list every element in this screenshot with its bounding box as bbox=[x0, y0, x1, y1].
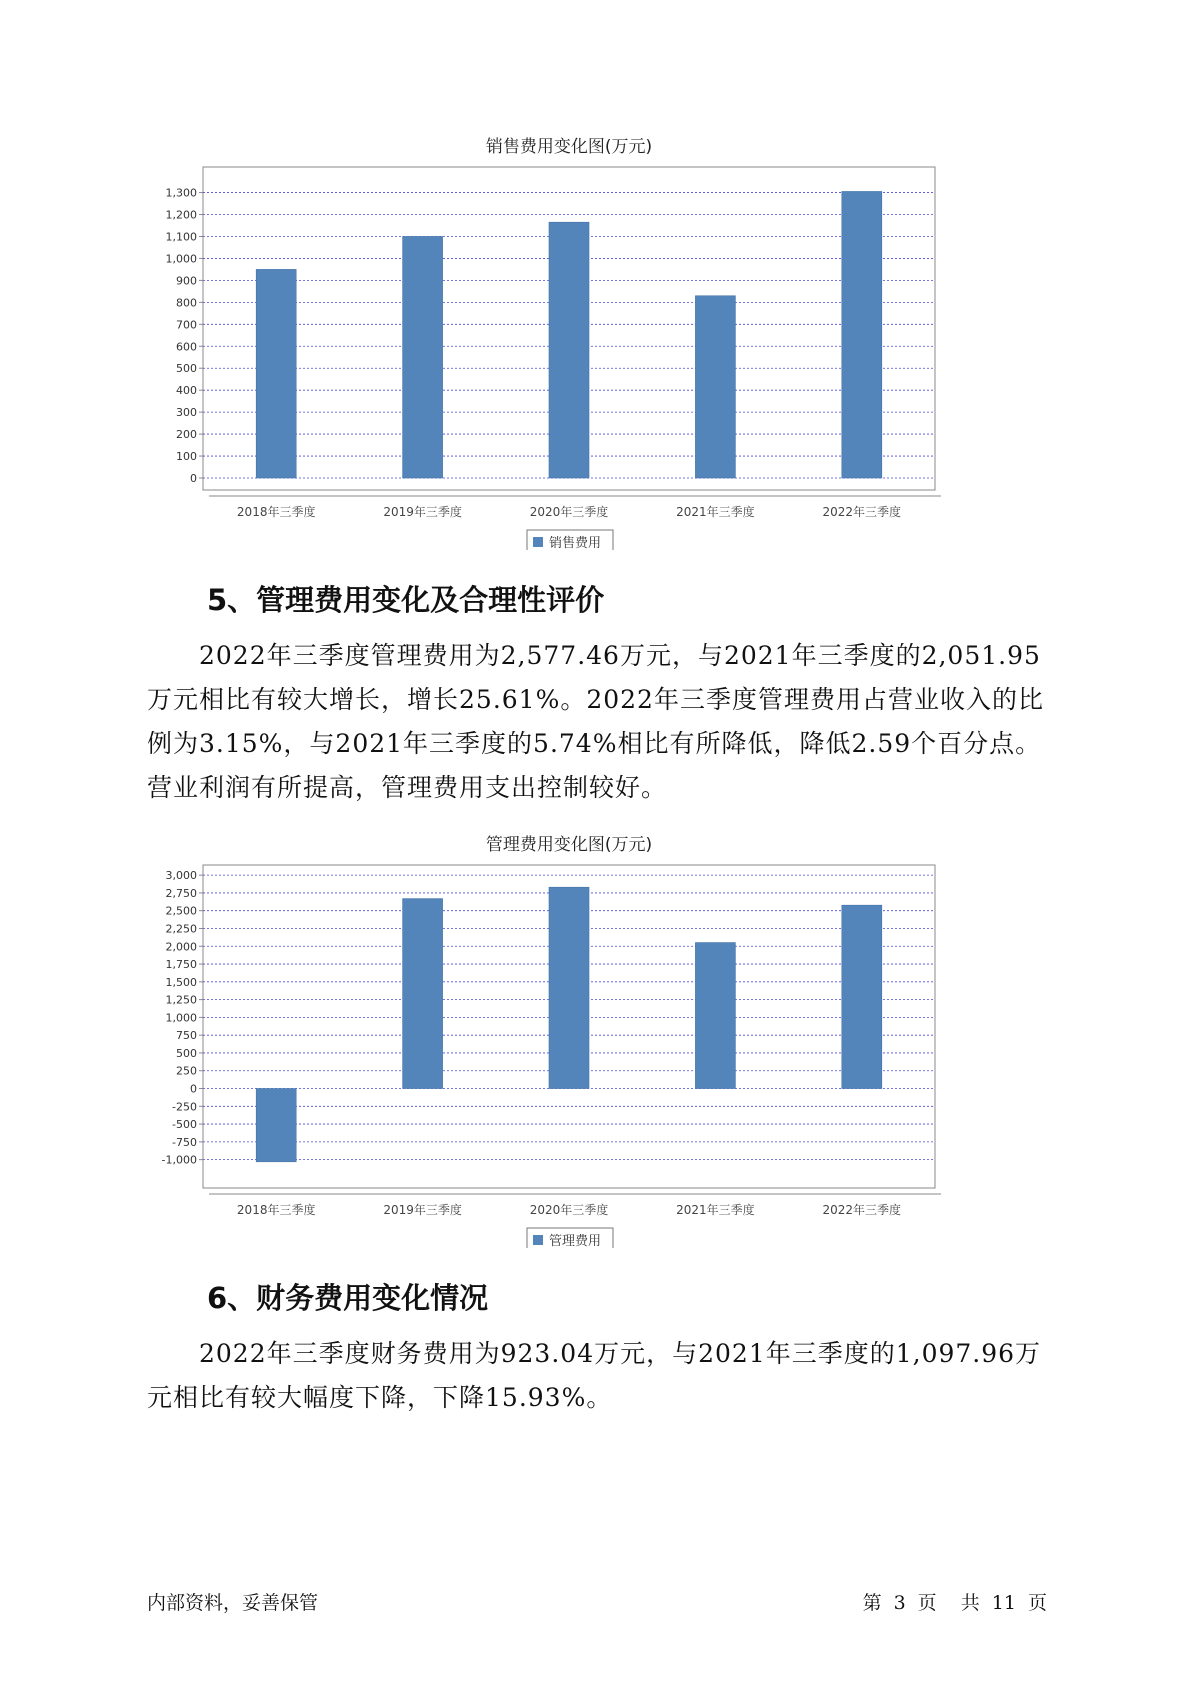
x-tick-label: 2020年三季度 bbox=[529, 505, 609, 519]
footer-confidential: 内部资料，妥善保管 bbox=[147, 1592, 319, 1614]
y-tick-label: 3,000 bbox=[165, 869, 197, 883]
y-tick-label: 2,500 bbox=[165, 904, 197, 918]
y-tick-label: 1,000 bbox=[165, 252, 197, 266]
legend-label: 管理费用 bbox=[549, 1234, 602, 1248]
y-tick-label: 2,250 bbox=[165, 922, 197, 936]
footer-total-prefix: 共 bbox=[960, 1592, 980, 1614]
footer-page-mid: 页 bbox=[917, 1592, 937, 1614]
chart-title: 销售费用变化图(万元) bbox=[485, 137, 653, 157]
sales-expense-chart-svg bbox=[160, 130, 1020, 550]
y-tick-label: -1,000 bbox=[161, 1153, 197, 1167]
x-tick-label: 2019年三季度 bbox=[383, 1203, 462, 1217]
x-tick-label: 2018年三季度 bbox=[236, 505, 316, 519]
y-tick-label: 400 bbox=[176, 384, 197, 398]
bar bbox=[549, 222, 589, 478]
bar bbox=[842, 905, 882, 1088]
admin-expense-chart-svg bbox=[160, 828, 1020, 1248]
bar bbox=[403, 899, 443, 1089]
x-tick-label: 2022年三季度 bbox=[822, 1203, 902, 1217]
legend-swatch bbox=[533, 1235, 543, 1245]
y-tick-label: 500 bbox=[176, 1046, 197, 1060]
y-tick-label: 1,750 bbox=[165, 958, 197, 972]
legend bbox=[527, 530, 613, 550]
y-tick-label: 750 bbox=[176, 1029, 197, 1043]
section-6-text: 2022年三季度财务费用为923.04万元，与2021年三季度的1,097.96万元相比有较大幅度下降，下降15.93%。 bbox=[147, 1339, 1042, 1412]
y-tick-label: 900 bbox=[176, 274, 197, 288]
section-6-paragraph bbox=[147, 1332, 1057, 1420]
bar bbox=[842, 191, 882, 478]
y-tick-label: 700 bbox=[176, 318, 197, 332]
y-tick-label: 250 bbox=[176, 1064, 197, 1078]
bar bbox=[695, 943, 735, 1089]
footer-page-current: 3 bbox=[893, 1592, 906, 1614]
legend-swatch bbox=[533, 537, 543, 547]
legend bbox=[527, 1228, 613, 1248]
x-tick-label: 2020年三季度 bbox=[529, 1203, 609, 1217]
section-6-heading: 6、财务费用变化情况 bbox=[207, 1281, 489, 1315]
y-tick-label: 300 bbox=[176, 406, 197, 420]
x-tick-label: 2022年三季度 bbox=[822, 505, 902, 519]
y-tick-label: 1,100 bbox=[165, 230, 197, 244]
section-5-heading: 5、管理费用变化及合理性评价 bbox=[207, 583, 605, 617]
sales-expense-chart bbox=[160, 130, 1020, 550]
y-tick-label: 200 bbox=[176, 428, 197, 442]
x-tick-label: 2021年三季度 bbox=[676, 505, 755, 519]
y-tick-label: 1,500 bbox=[165, 975, 197, 989]
y-tick-label: 1,200 bbox=[165, 208, 197, 222]
y-tick-label: 100 bbox=[176, 450, 197, 464]
y-tick-label: 500 bbox=[176, 362, 197, 376]
legend-label: 销售费用 bbox=[549, 536, 602, 550]
section-5-paragraph bbox=[147, 634, 1057, 810]
footer-page-total: 11 bbox=[991, 1592, 1016, 1614]
y-tick-label: 600 bbox=[176, 340, 197, 354]
bar bbox=[256, 1089, 296, 1162]
x-tick-label: 2019年三季度 bbox=[383, 505, 462, 519]
chart-title: 管理费用变化图(万元) bbox=[485, 835, 653, 855]
y-tick-label: 1,300 bbox=[165, 186, 197, 200]
footer-page-number bbox=[857, 1588, 1053, 1615]
bar bbox=[403, 236, 443, 478]
footer-page-suffix: 页 bbox=[1027, 1592, 1047, 1614]
section-5-text: 2022年三季度管理费用为2,577.46万元，与2021年三季度的2,051.95万元相比有较大增长，增长25.61%。2022年三季度管理费用占营业收入的比例为3.15%，与2021年三季度的5.74%相比有所降低，降低2.59个百分点。营业利润有所提高，管理费用支出控制较好。 bbox=[147, 641, 1044, 802]
y-tick-label: -250 bbox=[172, 1100, 197, 1114]
bar bbox=[256, 269, 296, 478]
admin-expense-chart bbox=[160, 828, 1020, 1248]
y-tick-label: 2,750 bbox=[165, 886, 197, 900]
y-tick-label: 800 bbox=[176, 296, 197, 310]
y-tick-label: -500 bbox=[172, 1118, 197, 1132]
x-tick-label: 2021年三季度 bbox=[676, 1203, 755, 1217]
y-tick-label: -750 bbox=[172, 1135, 197, 1149]
y-tick-label: 0 bbox=[190, 1082, 197, 1096]
y-tick-label: 1,250 bbox=[165, 993, 197, 1007]
x-tick-label: 2018年三季度 bbox=[236, 1203, 316, 1217]
footer-page-prefix: 第 bbox=[862, 1592, 882, 1614]
y-tick-label: 0 bbox=[190, 472, 197, 485]
y-tick-label: 2,000 bbox=[165, 940, 197, 954]
y-tick-label: 1,000 bbox=[165, 1011, 197, 1025]
bar bbox=[549, 887, 589, 1088]
bar bbox=[695, 296, 735, 478]
